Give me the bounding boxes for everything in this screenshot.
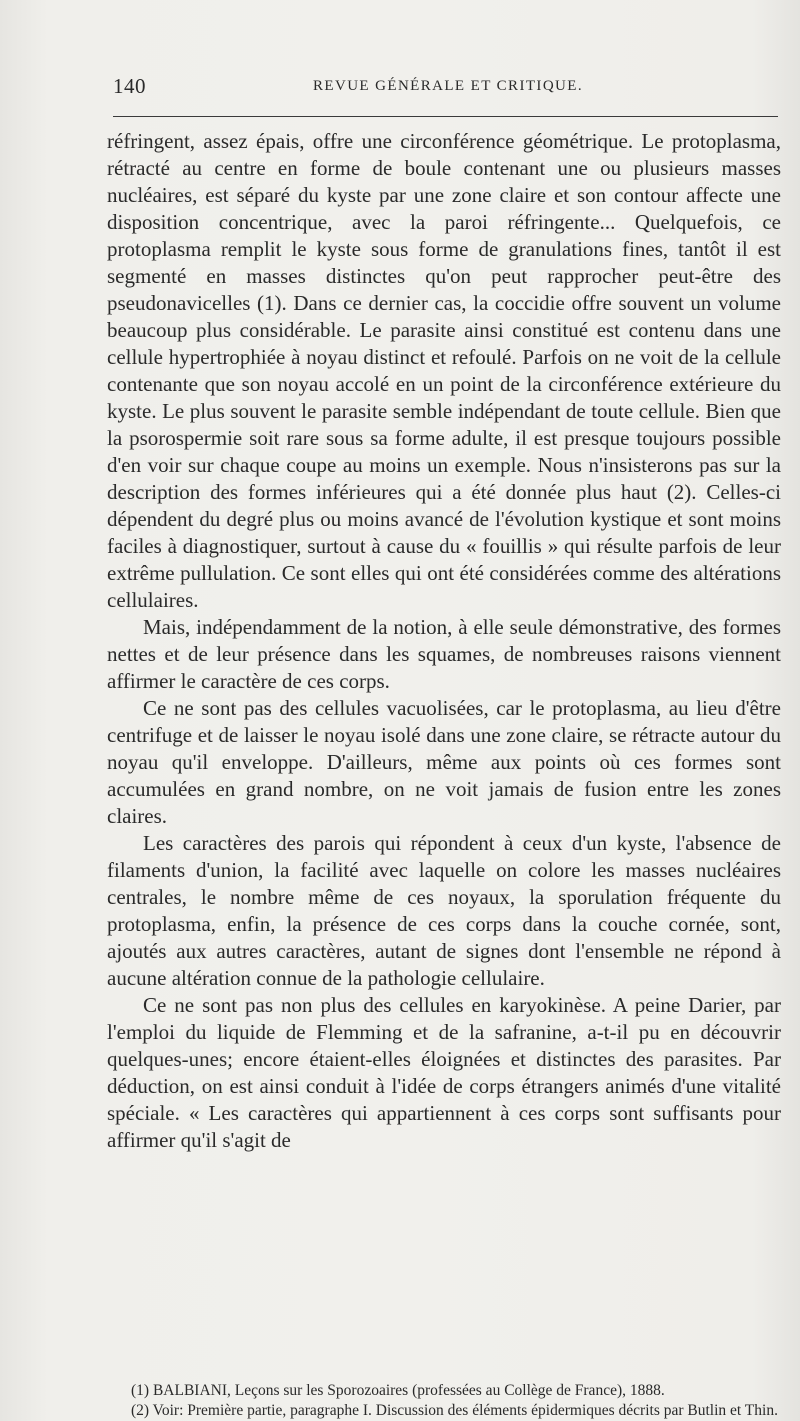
footnote-2: (2) Voir: Première partie, paragraphe I. Discussion des éléments épidermiques décrits par Butlin et Thin. — [131, 1402, 778, 1419]
running-title: REVUE GÉNÉRALE ET CRITIQUE. — [313, 78, 583, 94]
body-text — [107, 128, 781, 1154]
paragraph: Ce ne sont pas non plus des cellules en karyokinèse. A peine Darier, par l'emploi du liquide de Flemming et de la safranine, a-t-il pu en découvrir quelques-unes; encore étaient-elles éloignées et distinctes des parasites. Par déduction, on est ainsi conduit à l'idée de corps étrangers animés d'une vitalité spéciale. « Les caractères qui appartiennent à ces corps sont suffisants pour affirmer qu'il s'agit de — [107, 993, 781, 1152]
paragraph: Mais, indépendamment de la notion, à elle seule démonstrative, des formes nettes et de leur présence dans les squames, de nombreuses raisons viennent affirmer le caractère de ces corps. — [107, 615, 781, 693]
paragraph-continuation: réfringent, assez épais, offre une circonférence géométrique. Le protoplasma, rétracté au centre en forme de boule contenant une ou plusieurs masses nucléaires, est séparé du kyste par une zone claire et son contour affecte une disposition concentrique, avec la paroi réfringente... Quelquefois, ce protoplasma remplit le kyste sous forme de granulations fines, tantôt il est segmenté en masses distinctes qu'on peut rapprocher peut-être des pseudonavicelles (1). Dans ce dernier cas, la coccidie offre souvent un volume beaucoup plus considérable. Le parasite ainsi constitué est contenu dans une cellule hypertrophiée à noyau distinct et refoulé. Parfois on ne voit de la cellule contenante que son noyau accolé en un point de la circonférence extérieure du kyste. Le plus souvent le parasite semble indépendant de toute cellule. Bien que la psorospermie soit rare sous sa forme adulte, il est presque toujours possible d'en voir sur chaque coupe au moins un exemple. Nous n'insisterons pas sur la description des formes inférieures qui a été donnée plus haut (2). Celles-ci dépendent du degré plus ou moins avancé de l'évolution kystique et sont moins faciles à diagnostiquer, surtout à cause du « fouillis » qui résulte parfois de leur extrême pullulation. Ce sont elles qui ont été considérées comme des altérations cellulaires. — [107, 129, 781, 612]
paragraph: Les caractères des parois qui répondent à ceux d'un kyste, l'absence de filaments d'union, la facilité avec laquelle on colore les masses nucléaires centrales, le nombre même de ces noyaux, la sporulation fréquente du protoplasma, enfin, la présence de ces corps dans la couche cornée, sont, ajoutés aux autres caractères, autant de signes dont l'ensemble ne répond à aucune altération connue de la pathologie cellulaire. — [107, 831, 781, 990]
paragraph: Ce ne sont pas des cellules vacuolisées, car le protoplasma, au lieu d'être centrifuge et de laisser le noyau isolé dans une zone claire, se rétracte autour du noyau qu'il enveloppe. D'ailleurs, même aux points où ces formes sont accumulées en grand nombre, on ne voit jamais de fusion entre les zones claires. — [107, 696, 781, 828]
header-rule — [113, 116, 778, 117]
footnotes — [107, 1381, 781, 1421]
page-number: 140 — [113, 74, 146, 98]
running-header — [113, 74, 778, 104]
footnote-1: (1) BALBIANI, Leçons sur les Sporozoaires (professées au Collège de France), 1888. — [131, 1382, 665, 1399]
